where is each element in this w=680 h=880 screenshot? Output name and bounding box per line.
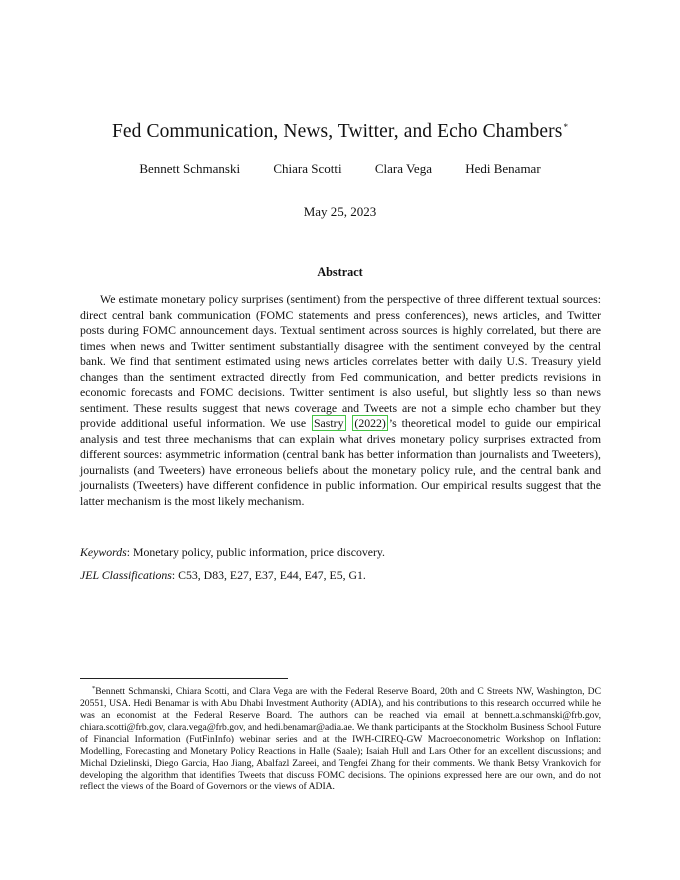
jel-label: JEL Classifications bbox=[80, 568, 172, 582]
author-name: Chiara Scotti bbox=[273, 161, 342, 176]
keywords-line bbox=[80, 545, 601, 560]
jel-line bbox=[80, 568, 601, 583]
footnote-mark: * bbox=[92, 685, 96, 692]
citation-link-year[interactable]: (2022) bbox=[354, 416, 386, 430]
abstract-text-part1: We estimate monetary policy surprises (sentiment) from the perspective of three different textual sources: direct central bank communication (FOMC statements and press conferences), news articles, and Twitter posts during FOMC announcement days. Textual sentiment across sources is highly correlated, but there are times when news and Twitter sentiment substantially disagree with the sentiment conveyed by the central bank. We find that sentiment estimated using news articles correlates better with daily U.S. Treasury yield changes than the sentiment extracted directly from Fed communication, and better predicts revisions in economic forecasts and FOMC decisions. Twitter sentiment is also useful, but slightly less so than news sentiment. These results suggest that news coverage and Tweets are not a simple echo chamber but they provide additional useful information. We use bbox=[80, 292, 601, 430]
paper-title bbox=[0, 121, 680, 143]
abstract-text-part2: ’s theoretical model to guide our empirical analysis and test three mechanisms that can explain what drives monetary policy surprises extracted from different sources: asymmetric information (central bank has better information than journalists and Tweeters), journalists (and Tweeters) have erroneous beliefs about the monetary policy rule, and the central bank and journalists (Tweeters) have different confidence in public information. Our empirical results suggest that the latter mechanism is the most likely mechanism. bbox=[80, 416, 602, 508]
footnote-text: Bennett Schmanski, Chiara Scotti, and Clara Vega are with the Federal Reserve Board, 20th and C Streets NW, Washington, DC 20551, USA. Hedi Benamar is with Abu Dhabi Investment Authority (ADIA), and his contributions to this research occurred while he was an economist at the Federal Reserve Board. The authors can be reached via email at bennett.a.schmanski@frb.gov, chiara.scotti@frb.gov, clara.vega@frb.gov, and hedi.benamar@adia.ae. We thank participants at the Stockholm Business School Future of Financial Information (FutFinInfo) webinar series and at the IWH-CIREQ-GW Macroeconometric Workshop on Inflation: Modelling, Forecasting and Monetary Policy Reactions in Halle (Saale); Isaiah Hull and Lars Other for an excellent discussions; and Michal Dzielinski, Diego Garcia, Hao Jiang, Abalfazl Zareei, and Tengfei Zhang for their comments. We thank Betsy Vrankovich for developing the algorithm that identifies Tweets that discuss FOMC decisions. The opinions expressed here are our own, and do not reflect the views of the Board of Governors or the views of ADIA. bbox=[80, 686, 601, 793]
publication-date: May 25, 2023 bbox=[303, 204, 377, 219]
abstract-body bbox=[80, 292, 601, 509]
author-name: Bennett Schmanski bbox=[139, 161, 241, 176]
author-list bbox=[0, 161, 680, 177]
title-footnote-mark[interactable]: * bbox=[563, 122, 569, 132]
author-name: Clara Vega bbox=[374, 161, 432, 176]
keywords-label: Keywords bbox=[80, 545, 127, 559]
abstract-heading: Abstract bbox=[317, 265, 363, 279]
jel-value: : C53, D83, E27, E37, E44, E47, E5, G1. bbox=[171, 568, 366, 582]
footnote bbox=[80, 683, 601, 793]
author-name: Hedi Benamar bbox=[465, 161, 541, 176]
footnote-divider bbox=[80, 678, 288, 679]
keywords-value: : Monetary policy, public information, price discovery. bbox=[126, 545, 386, 559]
citation-link-author[interactable]: Sastry bbox=[314, 416, 344, 430]
paper-title-text: Fed Communication, News, Twitter, and Echo Chambers bbox=[111, 121, 563, 142]
